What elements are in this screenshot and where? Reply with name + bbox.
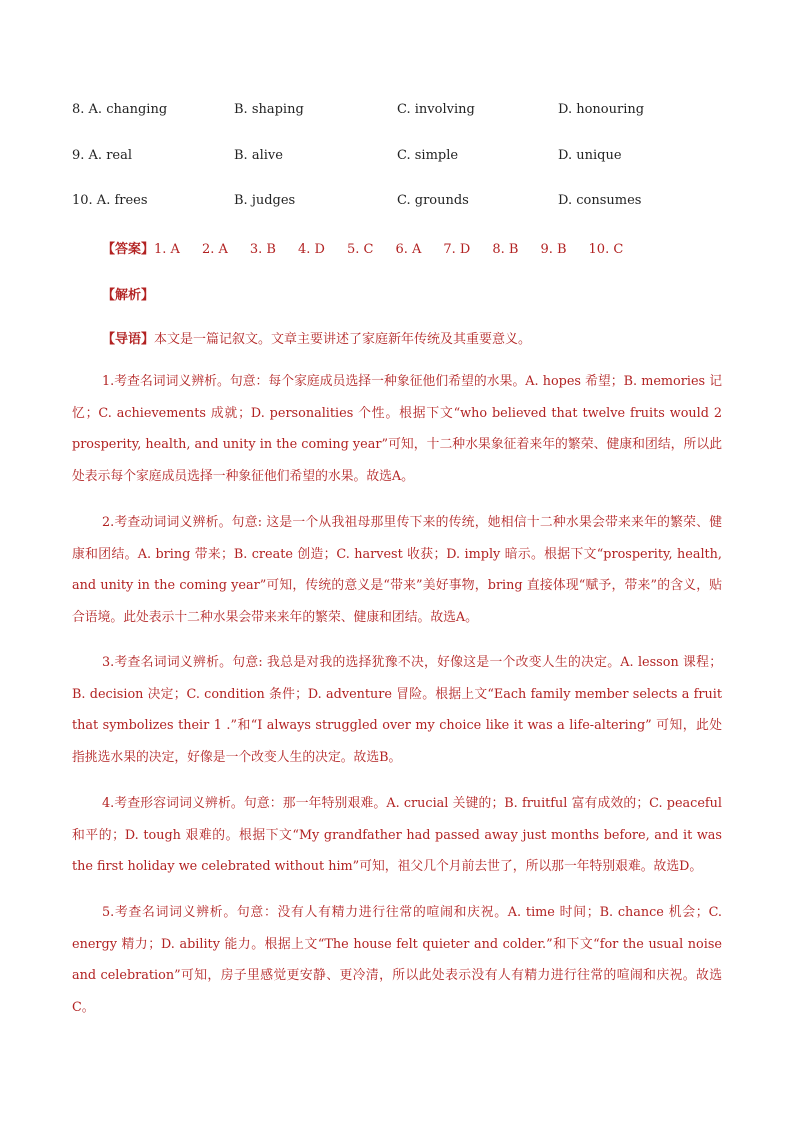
explanation-text: 5.考查名词词义辨析。句意：没有人有精力进行往常的喧闹和庆祝。A. time 时间；B. chance 机会；C. energy 精力；D. ability 能力。根据上文“The house felt quieter and colder.”和下文“for the usual noise and celebration”可知，房子里感觉更安静、更冷清，所以此处表示没有人有精力进行往常的喧闹和庆祝。故选C。	[72, 905, 722, 1016]
option-10b: B. judges	[234, 193, 296, 208]
explanation-paragraph-1	[72, 366, 722, 493]
intro-tag: 【导语】	[102, 332, 155, 347]
option-10d: D. consumes	[558, 193, 642, 208]
options-row-10	[72, 193, 732, 215]
option-9a: 9. A. real	[72, 148, 133, 163]
explanation-paragraph-3	[72, 647, 722, 774]
analysis-heading: 【解析】	[102, 288, 155, 303]
answer-item: 1. A	[154, 242, 180, 257]
explanation-paragraph-5	[72, 897, 722, 1024]
option-8b: B. shaping	[234, 102, 304, 117]
option-8a: 8. A. changing	[72, 102, 168, 117]
option-8c: C. involving	[397, 102, 475, 117]
explanation-text: 2.考查动词词义辨析。句意: 这是一个从我祖母那里传下来的传统，她相信十二种水果会带来来年的繁荣、健康和团结。A. bring 带来；B. create 创造；C. harvest 收获；D. imply 暗示。根据下文“prosperity, health, and unity in the coming year”可知，传统的意义是“带来”美好事物，bring 直接体现“赋予，带来”的含义，贴合语境。此处表示十二种水果会带来来年的繁荣、健康和团结。故选A。	[72, 515, 722, 626]
intro-text: 本文是一篇记叙文。文章主要讲述了家庭新年传统及其重要意义。	[154, 332, 532, 347]
explanation-paragraph-4	[72, 788, 722, 883]
option-8d: D. honouring	[558, 102, 645, 117]
explanation-text: 1.考查名词词义辨析。句意：每个家庭成员选择一种象征他们希望的水果。A. hopes 希望；B. memories 记忆；C. achievements 成就；D. personalities 个性。根据下文“who believed that twelve fruits would 2 prosperity, health, and unity in the coming year”可知，十二种水果象征着来年的繁荣、健康和团结，所以此处表示每个家庭成员选择一种象征他们希望的水果。故选A。	[72, 374, 722, 485]
option-9d: D. unique	[558, 148, 622, 163]
answer-item: 2. A	[201, 242, 228, 257]
answer-item: 6. A	[395, 242, 422, 257]
options-row-8	[72, 102, 732, 124]
answer-item: 9. B	[540, 242, 567, 257]
option-10a: 10. A. frees	[72, 193, 148, 208]
explanation-text: 3.考查名词词义辨析。句意: 我总是对我的选择犹豫不决，好像这是一个改变人生的决定。A. lesson 课程；B. decision 决定；C. condition 条件；D. adventure 冒险。根据上文“Each family member selects a fruit that symbolizes their 1 .”和“I always struggled over my choice like it was a life-altering” 可知，此处指挑选水果的决定，好像是一个改变人生的决定。故选B。	[72, 655, 722, 766]
option-10c: C. grounds	[397, 193, 469, 208]
options-row-9	[72, 148, 732, 170]
intro-line	[102, 328, 531, 347]
answer-item: 10. C	[588, 242, 624, 257]
answer-item: 4. D	[297, 242, 325, 257]
answer-item: 5. C	[346, 242, 374, 257]
option-9c: C. simple	[397, 148, 459, 163]
explanation-text: 4.考查形容词词义辨析。句意：那一年特别艰难。A. crucial 关键的；B. fruitful 富有成效的；C. peaceful 和平的；D. tough 艰难的。根据下文“My grandfather had passed away just months before, and it was the first holiday we celebrated without him”可知，祖父几个月前去世了，所以那一年特别艰难。故选D。	[72, 796, 722, 875]
answer-item: 3. B	[249, 242, 276, 257]
answer-key	[102, 238, 645, 257]
option-9b: B. alive	[234, 148, 283, 163]
explanation-paragraph-2	[72, 507, 722, 634]
answer-item: 8. B	[492, 242, 519, 257]
answer-tag: 【答案】	[102, 242, 155, 257]
answer-item: 7. D	[443, 242, 471, 257]
